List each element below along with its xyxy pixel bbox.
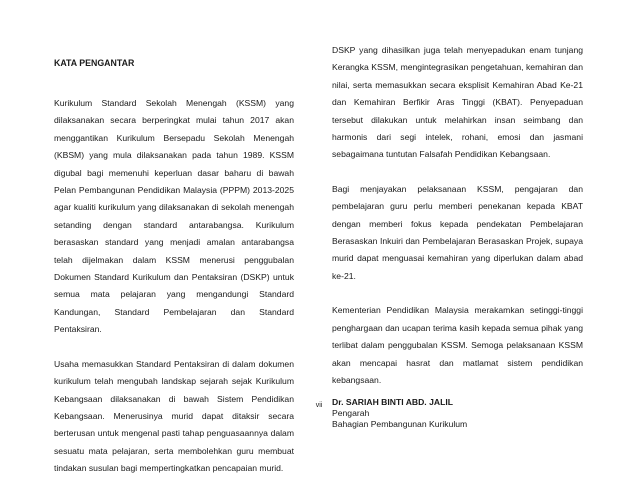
signatory-division: Bahagian Pembangunan Kurikulum [332,419,468,430]
paragraph-gap [54,339,294,356]
signatory-title: Pengarah [332,408,370,419]
left-column [54,57,294,478]
right-column [332,42,583,430]
paragraph: Kurikulum Standard Sekolah Menengah (KSSM) yang dilaksanakan secara berperingkat mulai tahun 2017 akan menggantikan Kurikulum Bersepadu Sekolah Menengah (KBSM) yang mula dilaksanakan pada tahun 1989. KSSM digubal bagi memenuhi keperluan dasar baharu di bawah Pelan Pembangunan Pendidikan Malaysia (PPPM) 2013-2025 agar kualiti kurikulum yang dilaksanakan di sekolah menengah setanding dengan standard antarabangsa. Kurikulum berasaskan standard yang menjadi amalan antarabangsa telah dijelmakan dalam KSSM menerusi penggubalan Dokumen Standard Kurikulum dan Pentaksiran (DSKP) untuk semua mata pelajaran yang mengandungi Standard Kandungan, Standard Pembelajaran dan Standard Pentaksiran. [54,98,294,335]
paragraph-gap [332,164,583,181]
signatory-name: Dr. SARIAH BINTI ABD. JALIL [332,397,453,408]
paragraph: Kementerian Pendidikan Malaysia merakamkan setinggi-tinggi penghargaan dan ucapan terima kasih kepada semua pihak yang terlibat dalam penggubalan KSSM. Semoga pelaksanaan KSSM akan mencapai hasrat dan matlamat sistem pendidikan kebangsaan. [332,305,583,385]
paragraph: DSKP yang dihasilkan juga telah menyepadukan enam tunjang Kerangka KSSM, mengintegrasikan pengetahuan, kemahiran dan nilai, serta memasukkan secara eksplisit Kemahiran Abad Ke-21 dan Kemahiran Berfikir Aras Tinggi (KBAT). Penyepaduan tersebut dilakukan untuk melahirkan insan seimbang dan harmonis dari segi intelek, rohani, emosi dan jasmani sebagaimana tuntutan Falsafah Pendidikan Kebangsaan. [332,45,583,160]
paragraph: Usaha memasukkan Standard Pentaksiran di dalam dokumen kurikulum telah mengubah landskap sejarah sejak Kurikulum Kebangsaan dilaksanakan di bawah Sistem Pendidikan Kebangsaan. Menerusinya murid dapat ditaksir secara berterusan untuk mengenal pasti tahap penguasaannya dalam sesuatu mata pelajaran, serta membolehkan guru membuat tindakan susulan bagi mempertingkatkan pencapaian murid. [54,358,294,474]
paragraph: Bagi menjayakan pelaksanaan KSSM, pengajaran dan pembelajaran guru perlu memberi penekanan kepada KBAT dengan memberi fokus kepada pendekatan Pembelajaran Berasaskan Inkuiri dan Pembelajaran Berasaskan Projek, supaya murid dapat menguasai kemahiran yang diperlukan dalam abad ke-21. [332,183,583,281]
page-heading: KATA PENGANTAR [54,58,135,68]
paragraph-gap [332,285,583,302]
page-number: vii [315,402,323,409]
